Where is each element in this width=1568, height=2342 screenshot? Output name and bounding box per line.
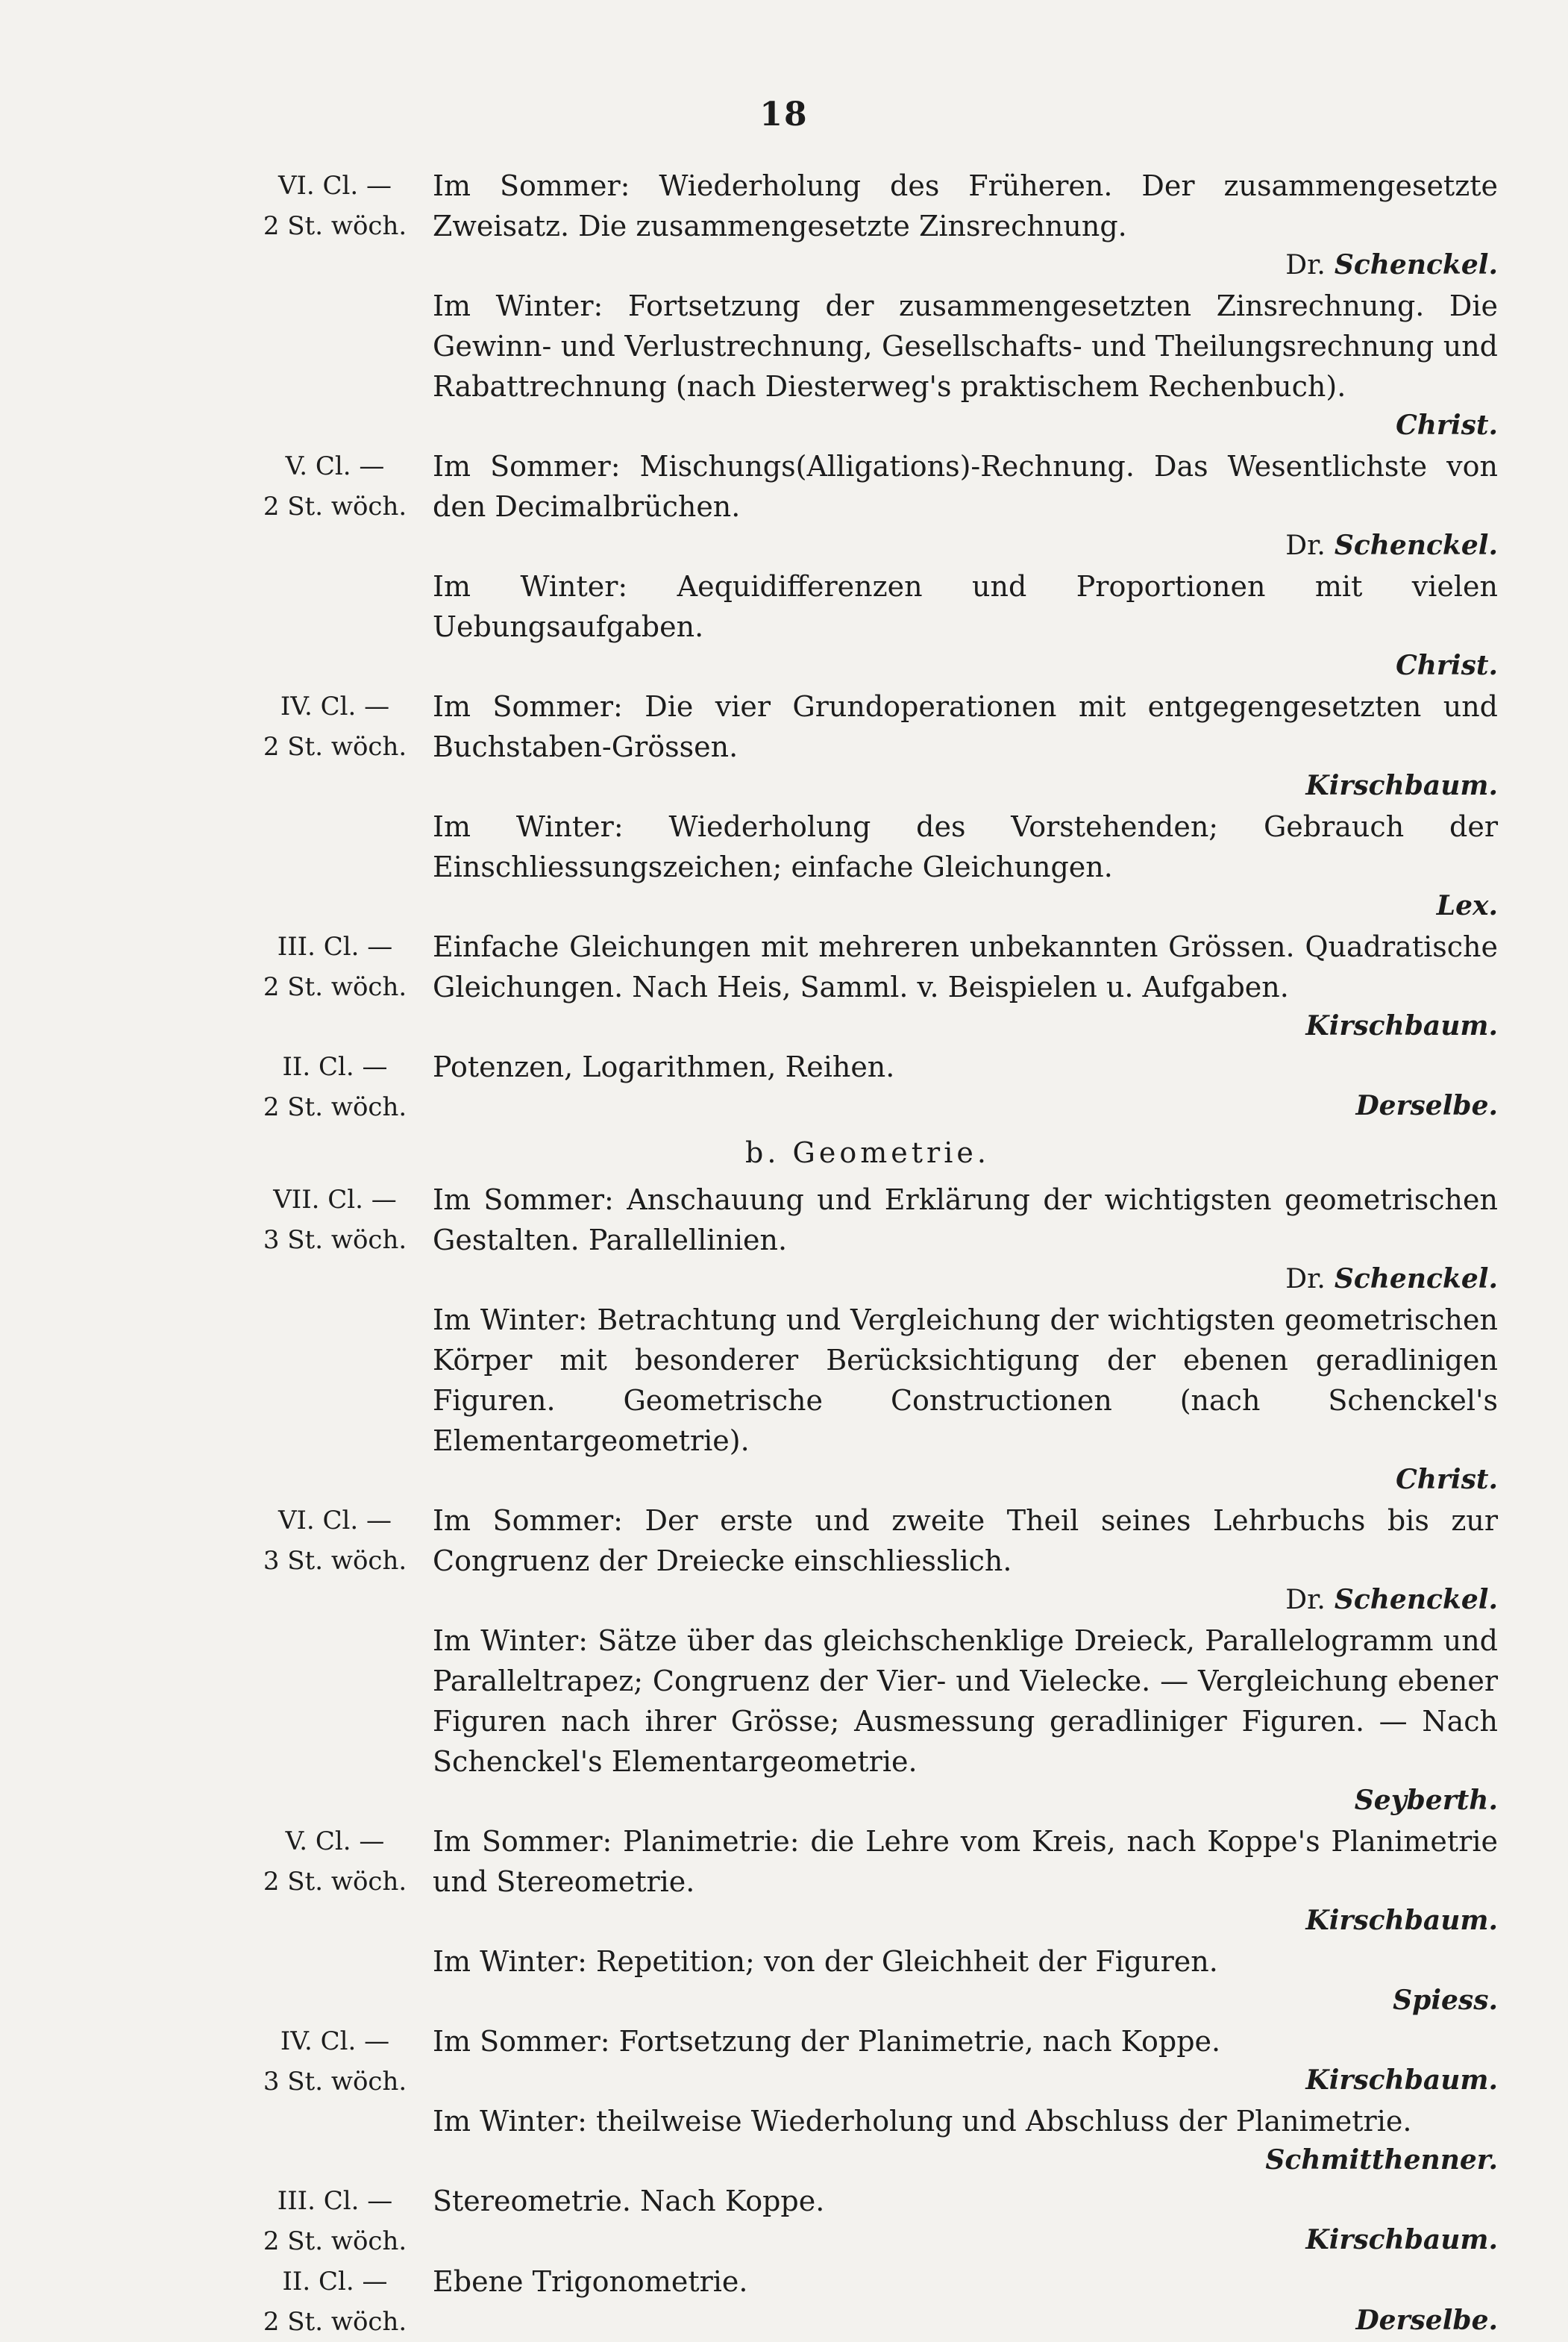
teacher-signature	[433, 245, 1498, 286]
class-entry	[237, 166, 1498, 446]
class-label	[237, 166, 433, 446]
entry-text: Im Sommer: Planimetrie: die Lehre vom Kreis, nach Koppe's Planimetrie und Stereometrie.	[433, 1825, 1498, 1898]
teacher-signature	[433, 525, 1498, 566]
section-heading-geometrie: b. Geometrie.	[745, 1136, 990, 1169]
teacher-name: Kirschbaum.	[1305, 1010, 1498, 1042]
teacher-name: Kirschbaum.	[1305, 2064, 1498, 2096]
class-name: IV. Cl. —	[280, 692, 390, 721]
teacher-signature	[433, 2140, 1498, 2181]
entry-text: Im Sommer: Anschauung und Erklärung der wichtigsten geometrischen Gestalten. Parallellinien.	[433, 1183, 1498, 1256]
weekly-hours: 2 St. wöch.	[263, 2307, 407, 2337]
teacher-signature	[433, 1259, 1498, 1300]
weekly-hours: 2 St. wöch.	[263, 1092, 407, 1122]
entry-body	[433, 1821, 1498, 2021]
entry-body	[433, 927, 1498, 1047]
class-entry	[237, 1500, 1498, 1821]
entry-body	[433, 446, 1498, 686]
entry-body	[433, 166, 1498, 446]
teacher-signature	[433, 405, 1498, 446]
class-label	[237, 686, 433, 927]
teacher-signature	[433, 645, 1498, 686]
class-entry	[237, 2181, 1498, 2261]
weekly-hours: 2 St. wöch.	[263, 732, 407, 762]
entry-text: Einfache Gleichungen mit mehreren unbekannten Grössen. Quadratische Gleichungen. Nach Heis, Samml. v. Beispielen u. Aufgaben.	[433, 930, 1498, 1004]
entry-text: Im Sommer: Wiederholung des Früheren. Der zusammengesetzte Zweisatz. Die zusammengesetzte Zinsrechnung.	[433, 169, 1498, 242]
teacher-title: Dr.	[1285, 1264, 1326, 1294]
teacher-title: Dr.	[1285, 530, 1326, 561]
entry-text: Im Sommer: Der erste und zweite Theil seines Lehrbuchs bis zur Congruenz der Dreiecke einschliesslich.	[433, 1504, 1498, 1577]
class-name: VII. Cl. —	[273, 1185, 397, 1215]
teacher-signature	[433, 1780, 1498, 1821]
class-name: V. Cl. —	[285, 1826, 385, 1856]
teacher-name: Schmitthenner.	[1265, 2144, 1498, 2176]
class-name: III. Cl. —	[277, 932, 393, 962]
teacher-name: Kirschbaum.	[1305, 1905, 1498, 1936]
class-name: II. Cl. —	[282, 2267, 388, 2296]
teacher-name: Kirschbaum.	[1305, 770, 1498, 801]
arithmetic-section	[237, 166, 1498, 1127]
teacher-name: Seyberth.	[1354, 1785, 1498, 1816]
entry-text: Im Winter: Wiederholung des Vorstehenden; Gebrauch der Einschliessungszeichen; einfache Gleichungen.	[433, 810, 1498, 883]
teacher-signature	[433, 1086, 1498, 1127]
entry-body	[433, 686, 1498, 927]
entry-text: Im Winter: Aequidifferenzen und Proportionen mit vielen Uebungsaufgaben.	[433, 570, 1498, 643]
teacher-signature	[433, 2300, 1498, 2341]
teacher-signature	[433, 1980, 1498, 2021]
entry-text: Im Winter: Sätze über das gleichschenklige Dreieck, Parallelogramm und Paralleltrapez; Congruenz der Vier- und Vielecke. — Vergleichung ebener Figuren nach ihrer Grösse; Ausmessung geradliniger Figuren. — Nach Schenckel's Elementargeometrie.	[433, 1624, 1498, 1778]
class-name: VI. Cl. —	[277, 171, 392, 201]
class-label	[237, 1047, 433, 1127]
page-content	[237, 166, 1498, 2342]
teacher-signature	[433, 1900, 1498, 1941]
entry-text: Im Winter: Fortsetzung der zusammengesetzten Zinsrechnung. Die Gewinn- und Verlustrechnung, Gesellschafts- und Theilungsrechnung und Rabattrechnung (nach Diesterweg's praktischem Rechenbuch).	[433, 289, 1498, 403]
teacher-name: Schenckel.	[1334, 1263, 1498, 1294]
entry-text: Im Sommer: Fortsetzung der Planimetrie, nach Koppe.	[433, 2025, 1221, 2058]
class-entry	[237, 927, 1498, 1047]
teacher-name: Spiess.	[1393, 1985, 1498, 2016]
entry-body	[433, 1180, 1498, 1500]
class-label	[237, 2181, 433, 2261]
class-label	[237, 446, 433, 686]
weekly-hours: 3 St. wöch.	[263, 2067, 407, 2097]
teacher-name: Schenckel.	[1334, 530, 1498, 561]
teacher-signature	[433, 886, 1498, 927]
teacher-title: Dr.	[1285, 1585, 1326, 1615]
teacher-signature	[433, 765, 1498, 807]
class-entry	[237, 446, 1498, 686]
teacher-name: Christ.	[1396, 1464, 1498, 1495]
geometry-section	[237, 1180, 1498, 2342]
class-entry	[237, 1047, 1498, 1127]
entry-text: Im Winter: Repetition; von der Gleichheit der Figuren.	[433, 1945, 1218, 1978]
class-entry	[237, 1180, 1498, 1500]
teacher-signature	[433, 2220, 1498, 2261]
entry-body	[433, 1047, 1498, 1127]
class-entry	[237, 686, 1498, 927]
entry-text: Ebene Trigonometrie.	[433, 2265, 748, 2298]
teacher-signature	[433, 2060, 1498, 2101]
entry-text: Im Winter: theilweise Wiederholung und Abschluss der Planimetrie.	[433, 2105, 1412, 2138]
entry-text: Im Sommer: Mischungs(Alligations)-Rechnung. Das Wesentlichste von den Decimalbrüchen.	[433, 450, 1498, 523]
entry-text: Im Sommer: Die vier Grundoperationen mit entgegengesetzten und Buchstaben-Grössen.	[433, 690, 1498, 763]
teacher-name: Derselbe.	[1355, 2305, 1498, 2336]
entry-text: Im Winter: Betrachtung und Vergleichung der wichtigsten geometrischen Körper mit besonderer Berücksichtigung der ebenen geradlinigen Figuren. Geometrische Constructionen (nach Schenckel's Elementargeometrie).	[433, 1303, 1498, 1457]
entry-body	[433, 2021, 1498, 2181]
class-name: II. Cl. —	[282, 1052, 388, 1082]
class-entry	[237, 1821, 1498, 2021]
teacher-title: Dr.	[1285, 250, 1326, 281]
teacher-name: Christ.	[1396, 410, 1498, 441]
weekly-hours: 2 St. wöch.	[263, 211, 407, 241]
class-label	[237, 2261, 433, 2342]
class-label	[237, 1500, 433, 1821]
teacher-signature	[433, 1459, 1498, 1500]
class-name: VI. Cl. —	[277, 1506, 392, 1535]
teacher-name: Schenckel.	[1334, 1584, 1498, 1615]
weekly-hours: 2 St. wöch.	[263, 1867, 407, 1897]
class-label	[237, 1821, 433, 2021]
teacher-signature	[433, 1006, 1498, 1047]
class-name: V. Cl. —	[285, 451, 385, 481]
entry-text: Potenzen, Logarithmen, Reihen.	[433, 1051, 895, 1083]
teacher-name: Lex.	[1436, 890, 1498, 921]
weekly-hours: 2 St. wöch.	[263, 492, 407, 522]
class-label	[237, 927, 433, 1047]
class-name: III. Cl. —	[277, 2186, 393, 2216]
entry-body	[433, 1500, 1498, 1821]
weekly-hours: 2 St. wöch.	[263, 2226, 407, 2256]
page-number: 18	[759, 96, 809, 134]
weekly-hours: 3 St. wöch.	[263, 1225, 407, 1255]
class-label	[237, 1180, 433, 1500]
entry-text: Stereometrie. Nach Koppe.	[433, 2185, 825, 2217]
entry-body	[433, 2181, 1498, 2261]
teacher-name: Derselbe.	[1355, 1090, 1498, 1121]
teacher-name: Kirschbaum.	[1305, 2224, 1498, 2255]
weekly-hours: 3 St. wöch.	[263, 1546, 407, 1576]
class-label	[237, 2021, 433, 2181]
teacher-name: Christ.	[1396, 650, 1498, 681]
teacher-signature	[433, 1579, 1498, 1621]
class-name: IV. Cl. —	[280, 2026, 390, 2056]
weekly-hours: 2 St. wöch.	[263, 972, 407, 1002]
class-entry	[237, 2261, 1498, 2342]
teacher-name: Schenckel.	[1334, 249, 1498, 281]
entry-body	[433, 2261, 1498, 2342]
class-entry	[237, 2021, 1498, 2181]
